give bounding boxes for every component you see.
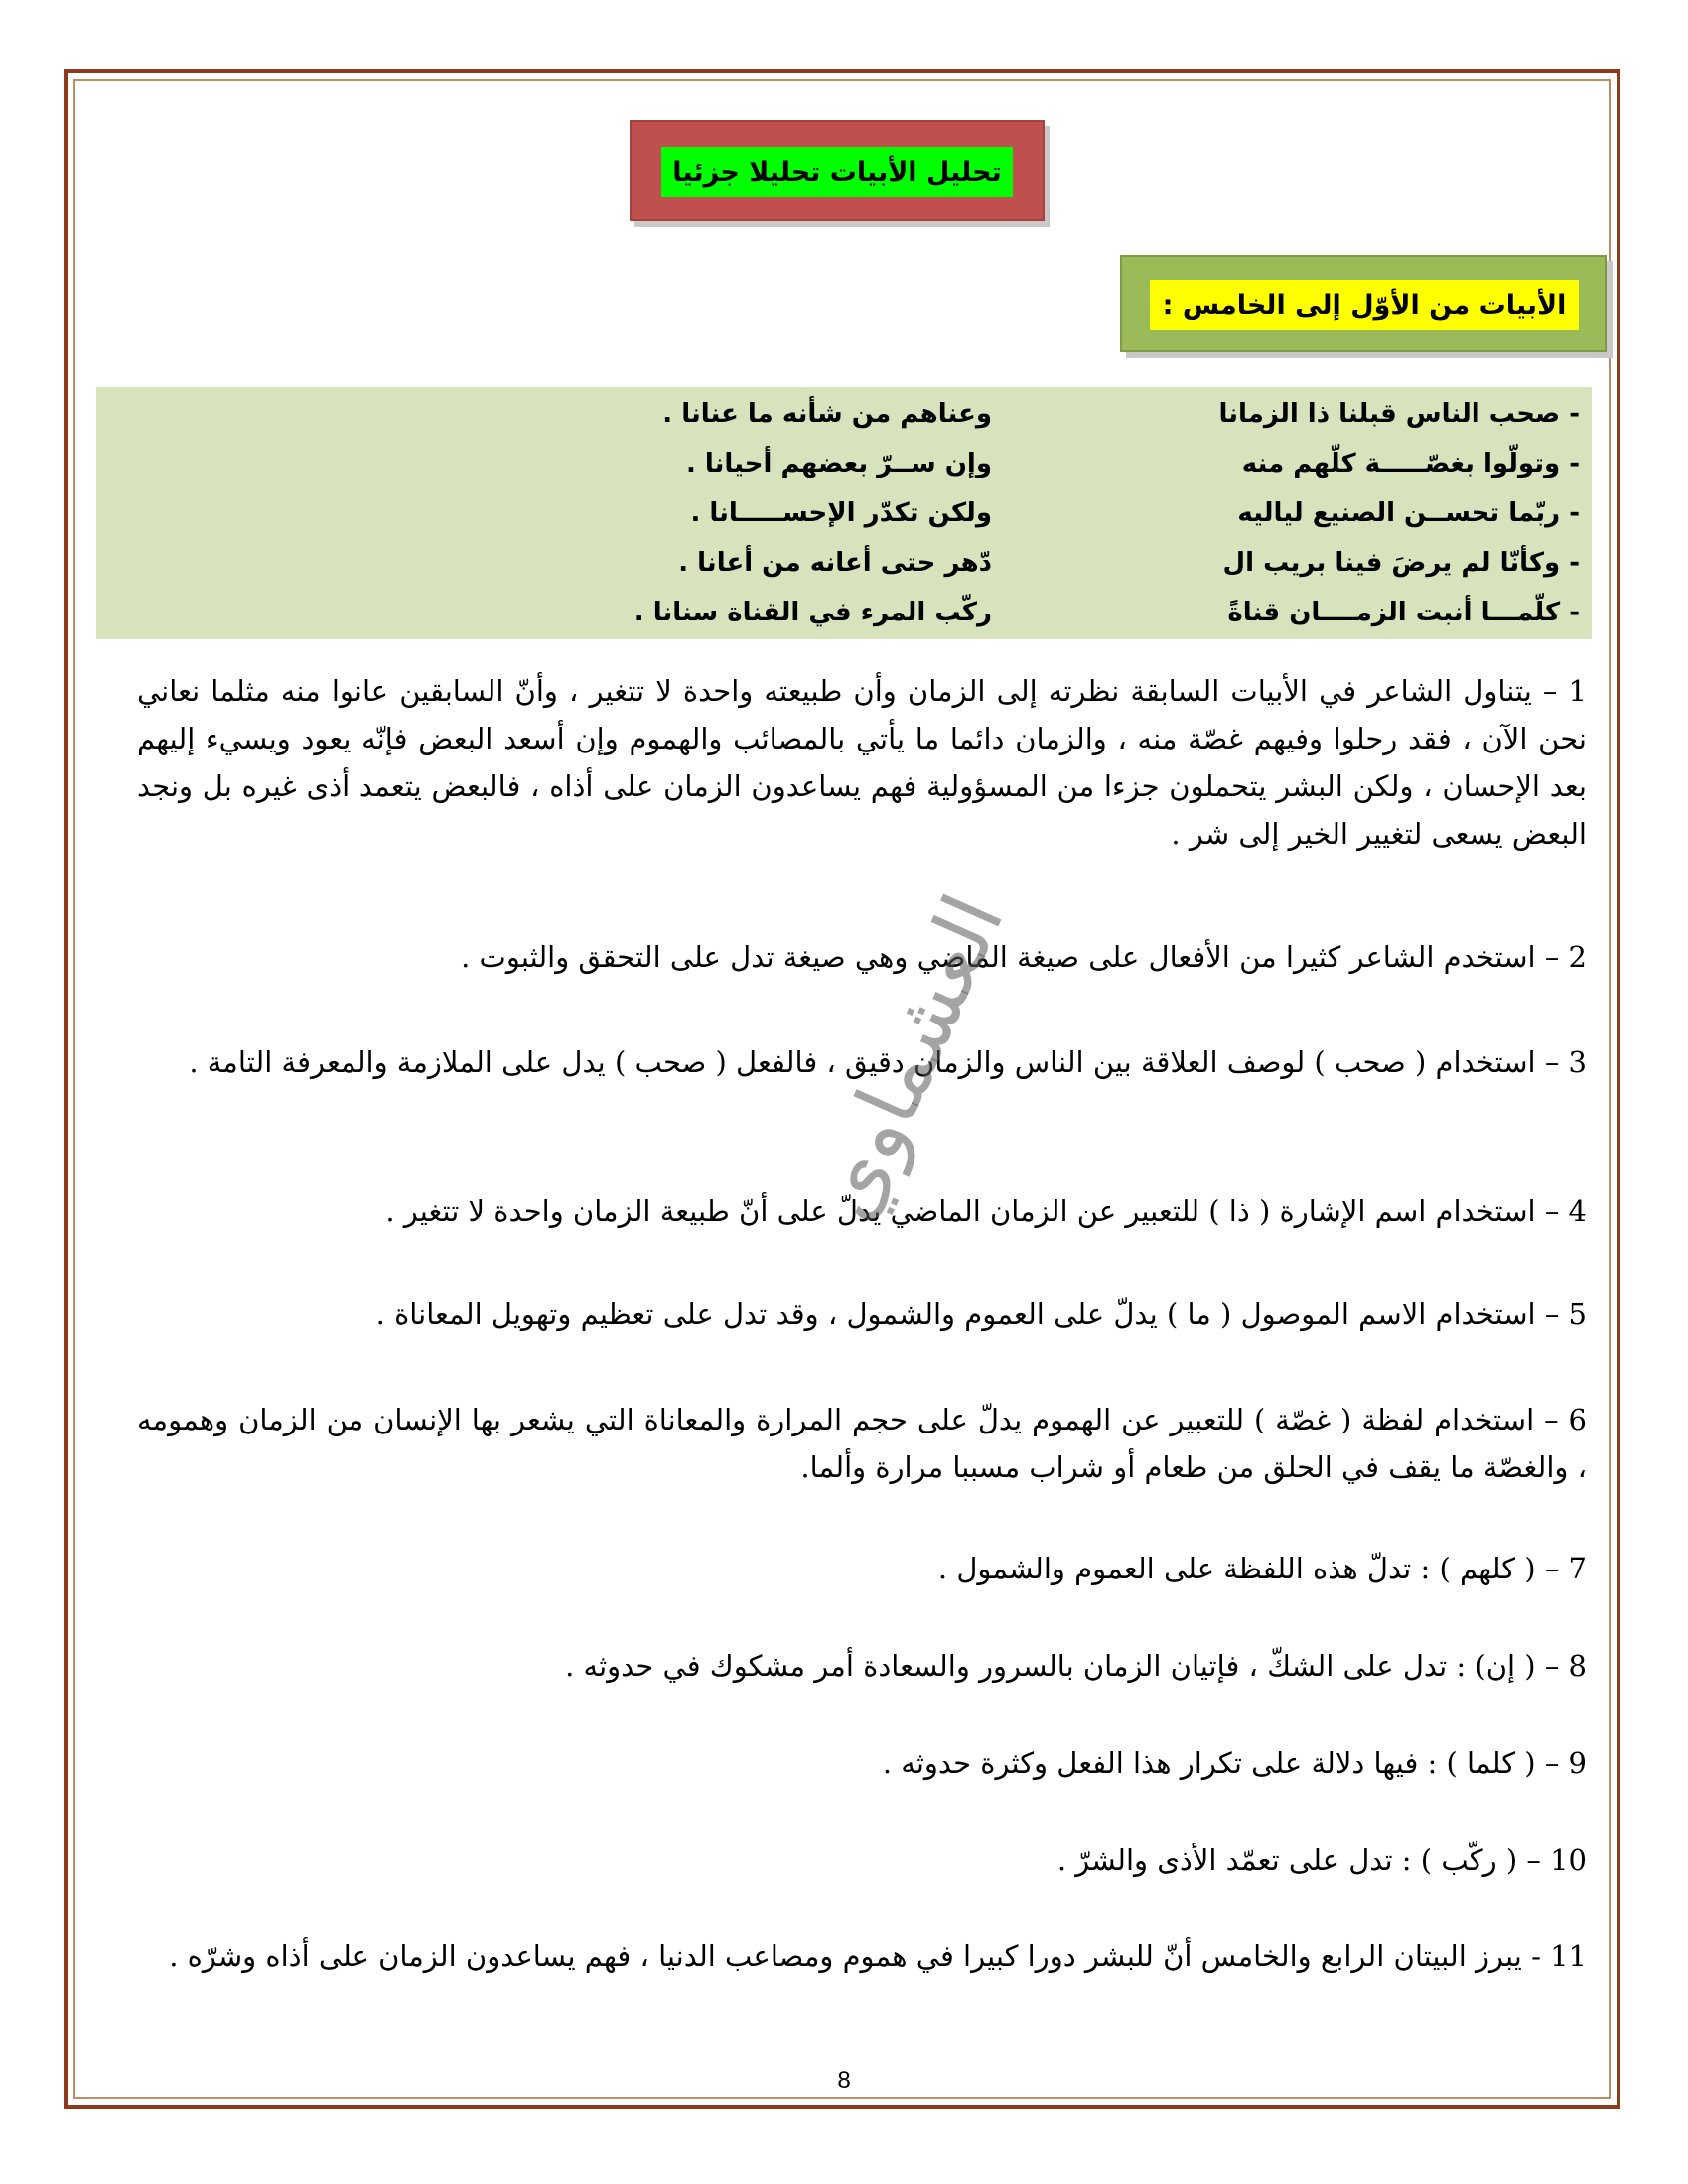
analysis-point-5: 5 – استخدام الاسم الموصول ( ما ) يدلّ على العموم والشمول ، وقد تدل على تعظيم وتهويل المعاناة . xyxy=(375,1297,1587,1331)
analysis-point-7: 7 – ( كلهم ) : تدلّ هذه اللفظة على العموم والشمول . xyxy=(937,1552,1587,1585)
analysis-point-3: 3 – استخدام ( صحب ) لوصف العلاقة بين الناس والزمان دقيق ، فالفعل ( صحب ) يدل على الملازمة والمعرفة التامة . xyxy=(189,1045,1587,1079)
verse-second-hemistich: ركّب المرء في القناة سنانا . xyxy=(633,598,992,627)
verse-second-hemistich: وإن ســرّ بعضهم أحيانا . xyxy=(685,449,992,478)
verse-line xyxy=(96,588,1592,637)
analysis-point-8: 8 – ( إن) : تدل على الشكّ ، فإتيان الزمان بالسرور والسعادة أمر مشكوك في حدوثه . xyxy=(565,1649,1587,1683)
analysis-point-10: 10 – ( ركّب ) : تدل على تعمّد الأذى والشرّ . xyxy=(1056,1843,1587,1877)
verse-first-hemistich: - وتولّوا بغصّـــــة كلّهم منه xyxy=(1241,449,1580,478)
verse-second-hemistich: ولكن تكدّر الإحســـــانا . xyxy=(690,498,992,528)
title-banner xyxy=(630,120,1045,221)
verse-second-hemistich: وعناهم من شأنه ما عنانا . xyxy=(662,399,992,429)
verse-first-hemistich: - ربّما تحســن الصنيع لياليه xyxy=(1237,498,1580,528)
analysis-point-11: 11 - يبرز البيتان الرابع والخامس أنّ للبشر دورا كبيرا في هموم ومصاعب الدنيا ، فهم يساعدون الزمان على أذاه وشرّه . xyxy=(169,1939,1587,1973)
section-banner xyxy=(1120,255,1607,352)
verse-line xyxy=(96,488,1592,538)
analysis-point-6: 6 – استخدام لفظة ( غصّة ) للتعبير عن الهموم يدلّ على حجم المرارة والمعاناة التي يشعر بها الإنسان من الزمان وهمومه ، والغصّة ما يقف في الحلق من طعام أو شراب مسببا مرارة وألما. xyxy=(137,1403,1587,1484)
page-title: تحليل الأبيات تحليلا جزئيا xyxy=(661,147,1013,197)
analysis-point-9: 9 – ( كلما ) : فيها دلالة على تكرار هذا الفعل وكثرة حدوثه . xyxy=(882,1746,1587,1780)
verses-block xyxy=(96,387,1592,639)
analysis-point-1: 1 – يتناول الشاعر في الأبيات السابقة نظرته إلى الزمان وأن طبيعته واحدة لا تتغير ، وأنّ السابقين عانوا منه مثلما نعاني نحن الآن ، فقد رحلوا وفيهم غصّة منه ، والزمان دائما ما يأتي بالمصائب والهموم وإن أسعد البعض فإنّه يعود ويسيء إليهم بعد الإحسان ، ولكن البشر يتحملون جزءا من المسؤولية فهم يساعدون الزمان على أذاه ، فالبعض يتعمد أذى غيره بل ونجد البعض يسعى لتغيير الخير إلى شر . xyxy=(137,674,1587,851)
verse-first-hemistich: - وكأنّا لم يرضَ فينا بريب ال xyxy=(1222,548,1580,578)
author-watermark: العشماوي xyxy=(794,881,1023,1234)
verse-second-hemistich: دّهر حتى أعانه من أعانا . xyxy=(678,548,992,578)
verse-line xyxy=(96,389,1592,439)
verse-line xyxy=(96,439,1592,488)
verse-first-hemistich: - كلّمـــا أنبت الزمــــان قناةً xyxy=(1227,598,1580,627)
section-title: الأبيات من الأوّل إلى الخامس : xyxy=(1150,280,1579,330)
page-number: 8 xyxy=(837,2067,851,2094)
analysis-point-4: 4 – استخدام اسم الإشارة ( ذا ) للتعبير عن الزمان الماضي يدلّ على أنّ طبيعة الزمان واحدة لا تتغير . xyxy=(385,1194,1587,1228)
analysis-point-2: 2 – استخدم الشاعر كثيرا من الأفعال على صيغة الماضي وهي صيغة تدل على التحقق والثبوت . xyxy=(461,940,1587,974)
verse-first-hemistich: - صحب الناس قبلنا ذا الزمانا xyxy=(1218,399,1580,429)
verse-line xyxy=(96,538,1592,588)
